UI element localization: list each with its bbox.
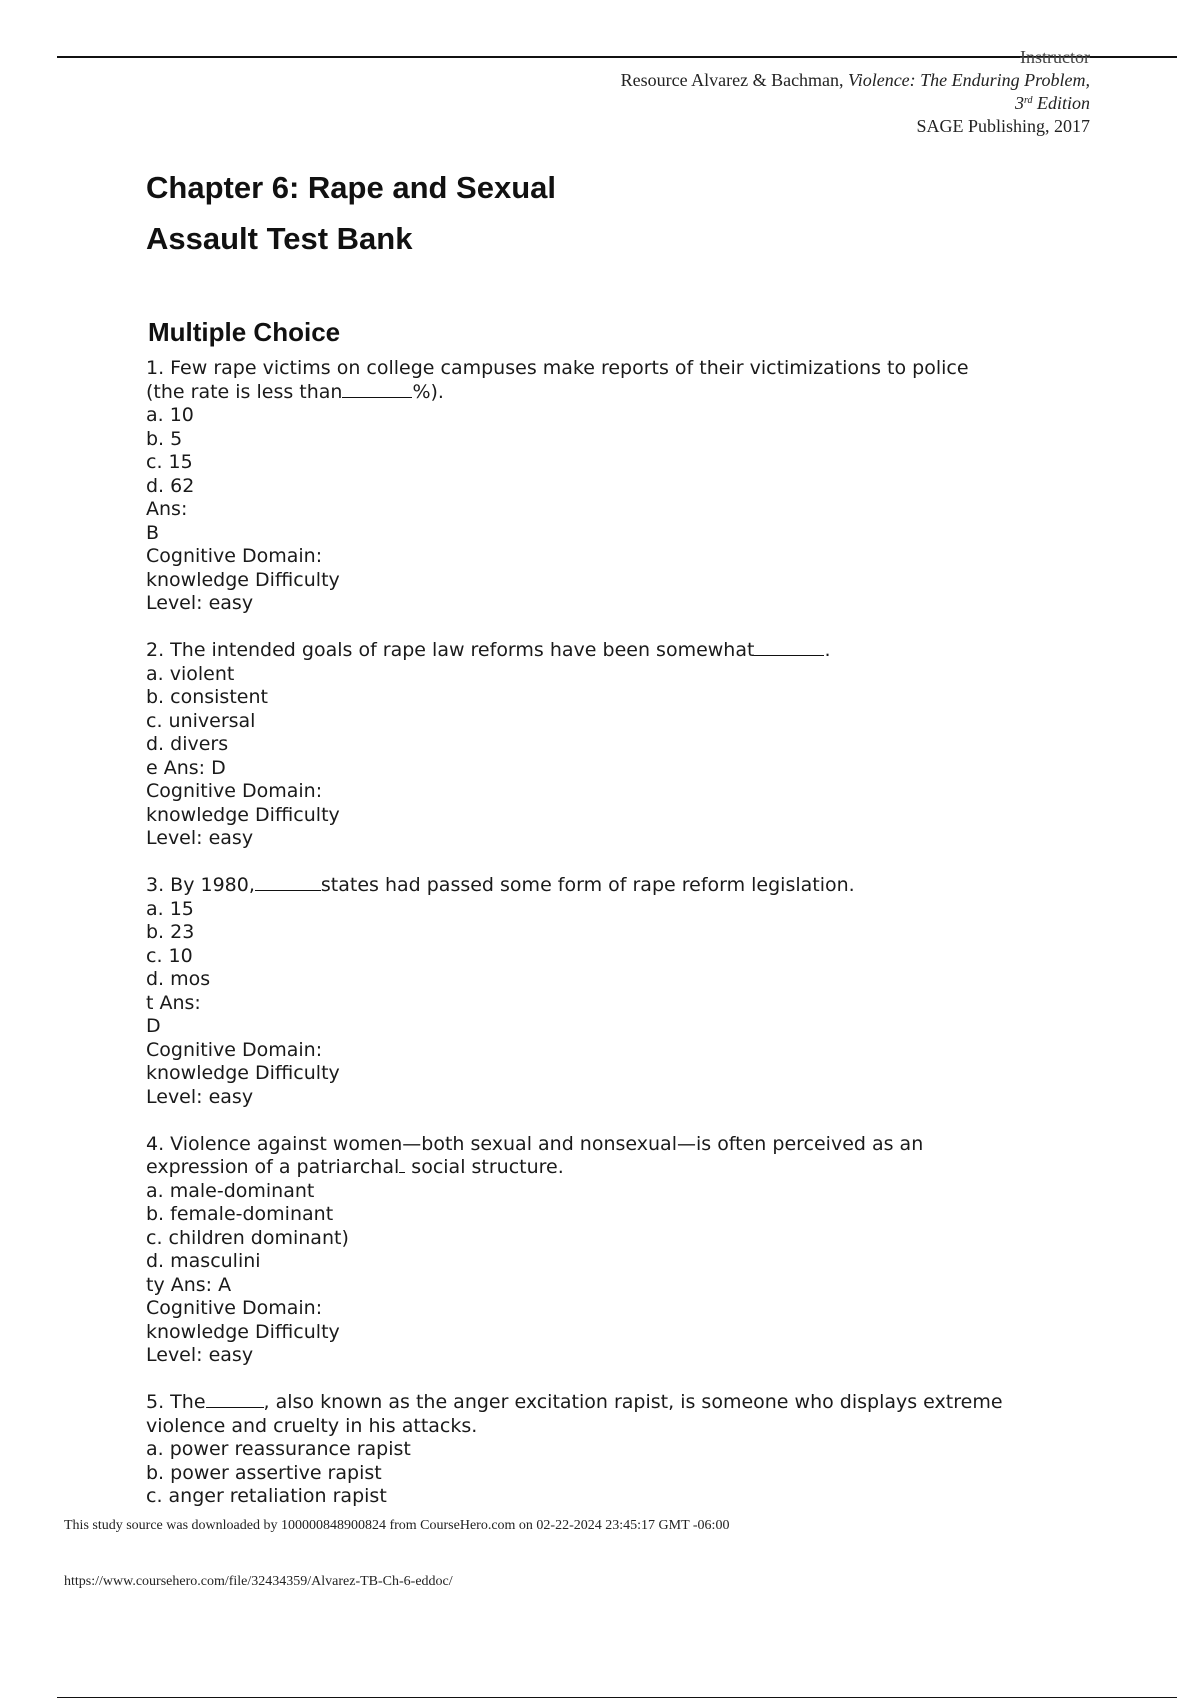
page-title: Chapter 6: Rape and Sexual Assault Test Bank — [146, 170, 557, 256]
header-instructor: Instructor — [1020, 47, 1090, 67]
option-c: c. 15 — [146, 451, 193, 473]
section-title: Multiple Choice — [148, 317, 341, 347]
option-d: d. masculini — [146, 1250, 261, 1272]
answer-label: t Ans: — [146, 991, 201, 1014]
option-d: d. 62 — [146, 474, 195, 497]
question-5: 5. The , also known as the anger excitation rapist, is someone who displays extreme violence and cruelty in his attacks. a. power reassurance rapist b. power assertive rapist c. anger retaliation rapist — [146, 1391, 1086, 1509]
answer-blank — [342, 381, 412, 398]
option-a: a. 10 — [146, 404, 194, 426]
answer-blank — [206, 1391, 264, 1408]
question-1: 1. Few rape victims on college campuses make reports of their victimizations to police (the rate is less than %). a. 10 b. 5 c. 15 d. 62 Ans: B Cognitive Domain: knowledge Difficulty Level: easy — [146, 357, 1086, 616]
header-edition: 3rd Edition — [1014, 93, 1090, 113]
book-title: Violence: The Enduring Problem, — [848, 70, 1090, 90]
option-a: a. 15 — [146, 897, 194, 920]
option-c: c. anger retaliation rapist — [146, 1485, 387, 1507]
answer-blank — [754, 639, 824, 656]
question-list — [146, 357, 1086, 1532]
answer-value: D — [146, 1015, 161, 1037]
option-a: a. power reassurance rapist — [146, 1438, 411, 1460]
bottom-rule — [57, 1697, 1177, 1698]
answer-blank — [255, 874, 321, 891]
option-b: b. female-dominant — [146, 1203, 334, 1225]
answer-value: B — [146, 521, 160, 544]
option-c: c. children dominant) — [146, 1226, 349, 1249]
source-url[interactable]: https://www.coursehero.com/file/32434359/Alvarez-TB-Ch-6-eddoc/ — [64, 1574, 453, 1589]
option-d: d. divers — [146, 733, 229, 755]
option-c: c. 10 — [146, 944, 193, 967]
option-a: a. male-dominant — [146, 1179, 315, 1202]
answer-label: ty Ans: A — [146, 1273, 232, 1296]
page-header — [490, 46, 1090, 138]
option-b: b. consistent — [146, 686, 268, 708]
answer-label: e Ans: D — [146, 756, 226, 779]
option-b: b. 23 — [146, 921, 195, 943]
option-d: d. mos — [146, 968, 211, 990]
question-2: 2. The intended goals of rape law reforms have been somewhat . a. violent b. consistent c. universal d. divers e Ans: D Cognitive Domain: knowledge Difficulty Level: easy — [146, 639, 1086, 851]
header-line1: Resource Alvarez & Bachman, Violence: The Enduring Problem, — [620, 70, 1090, 90]
header-publisher: SAGE Publishing, 2017 — [916, 116, 1090, 136]
option-c: c. universal — [146, 709, 256, 732]
question-3: 3. By 1980, states had passed some form of rape reform legislation. a. 15 b. 23 c. 10 d. mos t Ans: D Cognitive Domain: knowledge Difficulty Level: easy — [146, 874, 1086, 1109]
answer-label: Ans: — [146, 498, 188, 520]
option-b: b. 5 — [146, 427, 183, 450]
question-4: 4. Violence against women—both sexual and nonsexual—is often perceived as an expression of a patriarchal social structure. a. male-dominant b. female-dominant c. children dominant) d. masculini ty Ans: A Cognitive Domain: knowledge Difficulty Level: easy — [146, 1133, 1086, 1368]
option-a: a. violent — [146, 662, 235, 685]
option-b: b. power assertive rapist — [146, 1461, 382, 1484]
download-notice: This study source was downloaded by 100000848900824 from CourseHero.com on 02-22-2024 23:45:17 GMT -06:00 — [64, 1518, 730, 1533]
